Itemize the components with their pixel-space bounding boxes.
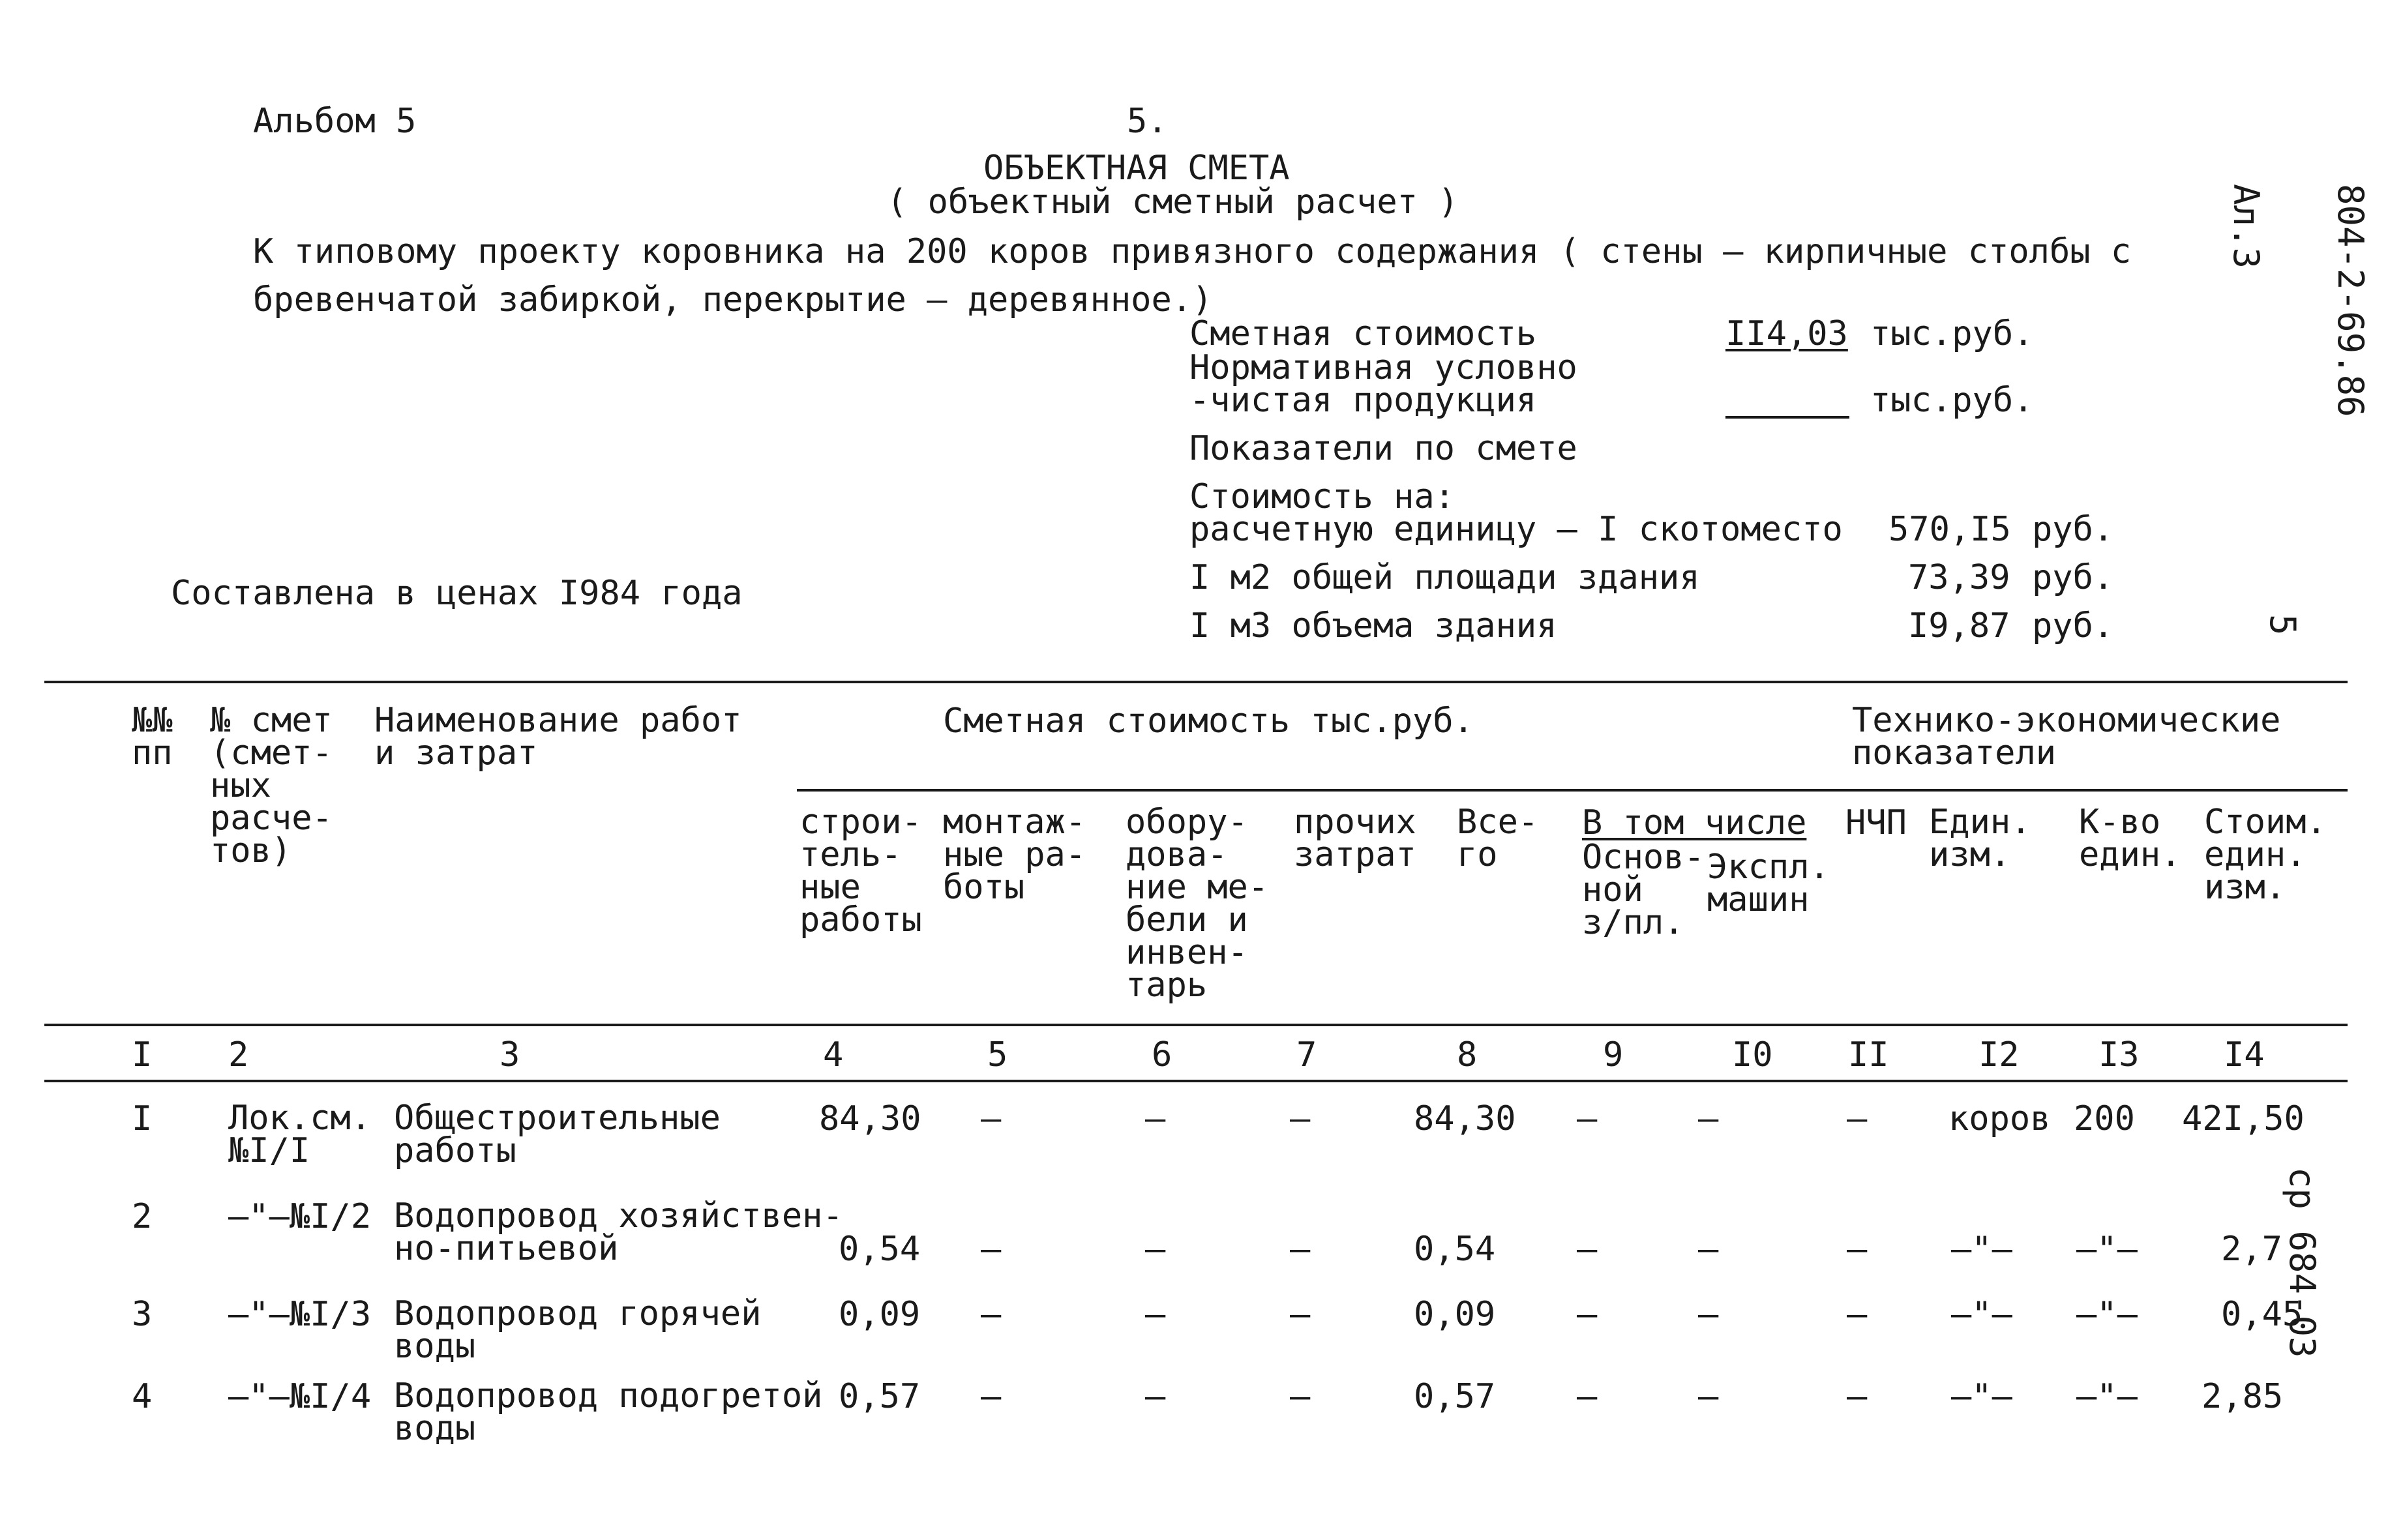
- column-number: 5: [987, 1035, 1008, 1074]
- row-other: –: [1290, 1230, 1311, 1269]
- row-estimate: –"–№I/3: [228, 1295, 372, 1334]
- row-machines: –: [1698, 1295, 1719, 1334]
- volume-value: I9,87: [1908, 606, 2010, 645]
- column-number: I3: [2098, 1035, 2140, 1074]
- cost-value: II4,03: [1725, 314, 1848, 353]
- row-basic-wage: –: [1577, 1377, 1598, 1416]
- header-quantity: К-во един.: [2079, 803, 2181, 874]
- row-construction: 84,30: [819, 1099, 921, 1138]
- row-installation: –: [981, 1099, 1002, 1138]
- row-total: 0,57: [1414, 1377, 1496, 1416]
- project-code: 804-2-69.86: [2330, 184, 2371, 417]
- column-number: 7: [1296, 1035, 1317, 1074]
- unit-cost-unit: руб.: [2032, 510, 2114, 549]
- row-quantity: –"–: [2076, 1377, 2138, 1416]
- row-quantity: 200: [2074, 1099, 2135, 1138]
- volume-label: I м3 объема здания: [1189, 606, 1557, 645]
- row-construction: 0,54: [839, 1230, 921, 1269]
- column-number: 4: [823, 1035, 844, 1074]
- header-equipment: обору- дова- ние ме- бели и инвен- тарь: [1126, 803, 1269, 1005]
- column-number: II: [1848, 1035, 1889, 1074]
- unit-cost-label: расчетную единицу – I скотоместо: [1189, 510, 1843, 549]
- column-number: 6: [1152, 1035, 1172, 1074]
- unit-cost-value: 570,I5: [1888, 510, 2011, 549]
- row-other: –: [1290, 1377, 1311, 1416]
- row-machines: –: [1698, 1099, 1719, 1138]
- column-number: 9: [1603, 1035, 1624, 1074]
- row-unit-cost: 42I,50: [2182, 1099, 2305, 1138]
- row-name: Общестроительные работы: [394, 1099, 721, 1170]
- header-tech-group: Технико-экономические показатели: [1852, 701, 2281, 773]
- row-quantity: –"–: [2076, 1295, 2138, 1334]
- document-title: ОБЪЕКТНАЯ СМЕТА: [983, 149, 1290, 188]
- column-number: 8: [1457, 1035, 1478, 1074]
- row-installation: –: [981, 1230, 1002, 1269]
- group-header-rule: [797, 789, 2348, 792]
- row-installation: –: [981, 1295, 1002, 1334]
- row-other: –: [1290, 1099, 1311, 1138]
- row-ncp: –: [1847, 1099, 1868, 1138]
- row-other: –: [1290, 1295, 1311, 1334]
- row-unit-cost: 0,45: [2221, 1295, 2303, 1334]
- row-number: 4: [132, 1377, 153, 1416]
- row-equipment: –: [1145, 1295, 1166, 1334]
- row-name: Водопровод подогретой воды: [394, 1376, 823, 1448]
- row-equipment: –: [1145, 1230, 1166, 1269]
- row-unit: коров: [1948, 1099, 2051, 1138]
- row-unit: –"–: [1951, 1230, 2012, 1269]
- column-number: I0: [1732, 1035, 1773, 1074]
- column-number: I: [132, 1035, 153, 1074]
- header-num: №№ пп: [132, 701, 173, 773]
- cost-label: Сметная стоимость: [1189, 314, 1537, 353]
- row-machines: –: [1698, 1377, 1719, 1416]
- area-value: 73,39: [1908, 558, 2010, 597]
- row-basic-wage: –: [1577, 1099, 1598, 1138]
- header-ncp: НЧП: [1845, 803, 1907, 842]
- normative-unit: тыс.руб.: [1870, 381, 2034, 420]
- normative-label-2: -чистая продукция: [1189, 381, 1537, 420]
- header-machines: Экспл. машин: [1707, 848, 1830, 919]
- row-estimate: –"–№I/2: [228, 1197, 372, 1236]
- table-top-rule: [44, 681, 2348, 683]
- row-equipment: –: [1145, 1099, 1166, 1138]
- row-basic-wage: –: [1577, 1295, 1598, 1334]
- row-basic-wage: –: [1577, 1230, 1598, 1269]
- row-name: Водопровод хозяйствен- но-питьевой: [394, 1196, 843, 1268]
- row-installation: –: [981, 1377, 1002, 1416]
- row-number: I: [132, 1099, 153, 1138]
- row-total: 0,09: [1414, 1295, 1496, 1334]
- sheet-number: Ал.3: [2226, 184, 2267, 269]
- description-line-2: бревенчатой забиркой, перекрытие – деревянное.): [253, 280, 1213, 319]
- header-cost-group: Сметная стоимость тыс.руб.: [943, 702, 1474, 741]
- header-estimate-no: № смет (смет- ных расче- тов): [210, 701, 333, 870]
- row-ncp: –: [1847, 1377, 1868, 1416]
- header-unit: Един. изм.: [1929, 803, 2031, 874]
- row-number: 3: [132, 1295, 153, 1334]
- header-bottom-rule: [44, 1024, 2348, 1026]
- row-machines: –: [1698, 1230, 1719, 1269]
- normative-value-blank: [1725, 416, 1849, 419]
- document-subtitle: ( объектный сметный расчет ): [887, 183, 1459, 222]
- inventory-number: ср 684-03: [2282, 1167, 2323, 1358]
- header-total: Все- го: [1457, 803, 1539, 874]
- row-estimate: –"–№I/4: [228, 1377, 372, 1416]
- cost-per-label: Стоимость на:: [1189, 477, 1455, 516]
- column-number: 3: [500, 1035, 520, 1074]
- indicators-label: Показатели по смете: [1189, 429, 1577, 468]
- row-number: 2: [132, 1197, 153, 1236]
- row-quantity: –"–: [2076, 1230, 2138, 1269]
- row-unit: –"–: [1951, 1377, 2012, 1416]
- volume-unit: руб.: [2032, 606, 2114, 645]
- normative-label-1: Нормативная условно: [1189, 348, 1577, 387]
- row-estimate: Лок.см. №I/I: [228, 1099, 372, 1170]
- area-unit: руб.: [2032, 558, 2114, 597]
- row-unit-cost: 2,7: [2221, 1230, 2282, 1269]
- header-basic-wage: Основ- ной з/пл.: [1582, 838, 1705, 942]
- row-construction: 0,09: [839, 1295, 921, 1334]
- area-label: I м2 общей площади здания: [1189, 558, 1700, 597]
- page-mark: 5: [2262, 614, 2303, 636]
- row-total: 84,30: [1414, 1099, 1516, 1138]
- album-label: Альбом 5: [253, 102, 417, 141]
- cost-unit: тыс.руб.: [1870, 314, 2034, 353]
- header-installation: монтаж- ные ра- боты: [943, 803, 1086, 907]
- row-unit-cost: 2,85: [2201, 1377, 2284, 1416]
- row-ncp: –: [1847, 1230, 1868, 1269]
- page-number: 5.: [1127, 102, 1168, 141]
- header-construction: строи- тель- ные работы: [799, 803, 922, 940]
- header-including: В том числе: [1582, 803, 1807, 842]
- header-name: Наименование работ и затрат: [374, 701, 742, 773]
- header-other: прочих затрат: [1294, 803, 1416, 874]
- column-numbers-rule: [44, 1080, 2348, 1082]
- row-total: 0,54: [1414, 1230, 1496, 1269]
- row-construction: 0,57: [839, 1377, 921, 1416]
- row-equipment: –: [1145, 1377, 1166, 1416]
- description-line-1: К типовому проекту коровника на 200 коров привязного содержания ( стены – кирпичные столбы с: [253, 232, 2132, 271]
- column-number: 2: [228, 1035, 249, 1074]
- header-unit-cost: Стоим. един. изм.: [2204, 803, 2327, 907]
- row-name: Водопровод горячей воды: [394, 1294, 762, 1366]
- column-number: I4: [2224, 1035, 2265, 1074]
- row-ncp: –: [1847, 1295, 1868, 1334]
- column-number: I2: [1978, 1035, 2020, 1074]
- row-unit: –"–: [1951, 1295, 2012, 1334]
- prices-note: Составлена в ценах I984 года: [171, 574, 743, 613]
